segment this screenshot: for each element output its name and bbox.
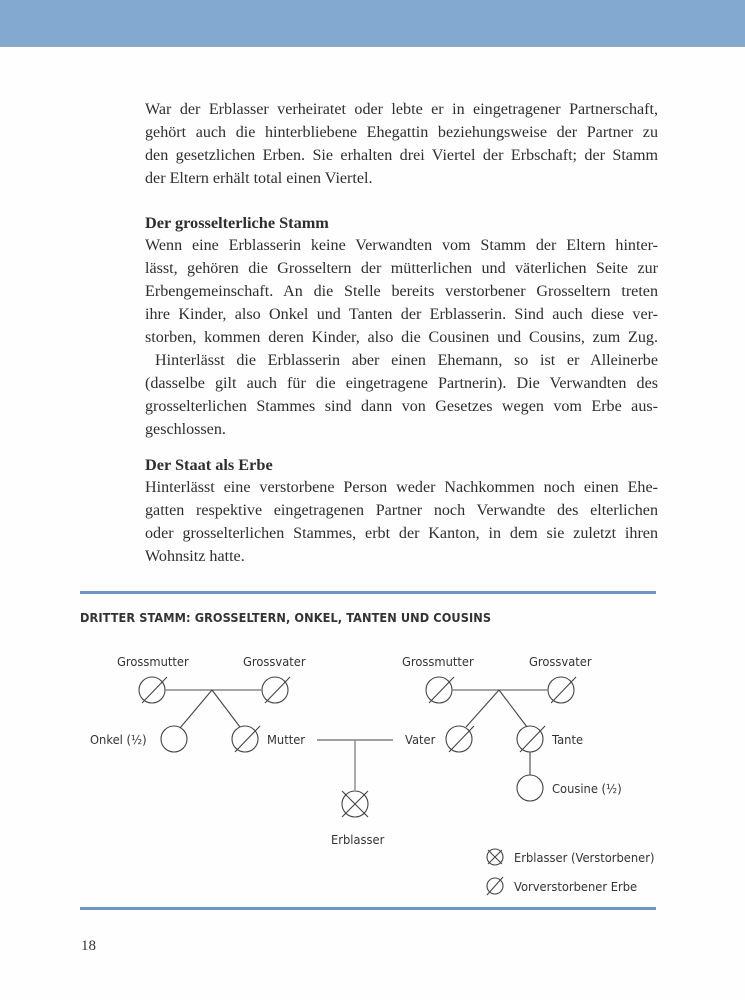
crossed-circle-icon bbox=[342, 791, 368, 817]
text-line: oder grosselterlichen Stammes, erbt der Kanton, in dem sie zuletzt ihren bbox=[145, 525, 658, 542]
text-line: (dasselbe gilt auch für die eingetragene Partnerin). Die Verwandten des bbox=[145, 375, 658, 392]
slashed-circle-icon bbox=[232, 726, 260, 752]
slashed-circle-icon bbox=[517, 726, 545, 752]
slashed-circle-icon bbox=[548, 677, 576, 703]
text-line: Wenn eine Erblasserin keine Verwandten vom Stamm der Eltern hinter- bbox=[145, 237, 658, 254]
text-line: storben, kommen deren Kinder, also die Cousinen und Cousins, zum Zug. bbox=[145, 329, 658, 346]
text-line: Erbengemeinschaft. An die Stelle bereits verstorbener Grosseltern treten bbox=[145, 283, 658, 300]
label-uncle: Onkel (½) bbox=[90, 732, 147, 747]
text-line: grosselterlichen Stammes sind dann von Gesetzes wegen vom Erbe aus- bbox=[145, 398, 658, 415]
label-cousin: Cousine (½) bbox=[552, 781, 622, 796]
slashed-circle-icon bbox=[262, 677, 290, 703]
section-heading: Der Staat als Erbe bbox=[145, 455, 273, 474]
label-left-grandmother: Grossmutter bbox=[117, 654, 189, 669]
label-aunt: Tante bbox=[552, 732, 584, 747]
label-mother: Mutter bbox=[267, 732, 306, 747]
slashed-circle-icon bbox=[487, 877, 503, 895]
legend-label-deceased: Erblasser (Verstorbener) bbox=[514, 850, 655, 865]
legend-label-predeceased-heir: Vorverstorbener Erbe bbox=[514, 879, 638, 894]
slashed-circle-icon bbox=[446, 726, 474, 752]
box-bottom-rule bbox=[80, 907, 656, 910]
page-number: 18 bbox=[81, 938, 96, 954]
label-deceased: Erblasser bbox=[331, 832, 385, 847]
section-heading: Der grosselterliche Stamm bbox=[145, 213, 329, 232]
label-right-grandmother: Grossmutter bbox=[402, 654, 474, 669]
text-line: lässt, gehören die Grosseltern der mütterlichen und väterlichen Seite zur bbox=[145, 260, 658, 277]
text-line: den gesetzlichen Erben. Sie erhalten drei Viertel der Erbschaft; der Stamm bbox=[145, 147, 658, 164]
text-line: Wohnsitz hatte. bbox=[145, 548, 245, 565]
text-line: gatten respektive eingetragenen Partner noch Verwandte des elterlichen bbox=[145, 502, 658, 519]
text-line: Hinterlässt die Erblasserin aber einen Ehemann, so ist er Alleinerbe bbox=[155, 352, 658, 369]
text-line: ihre Kinder, also Onkel und Tanten der Erblasserin. Sind auch diese ver- bbox=[145, 306, 658, 323]
label-right-grandfather: Grossvater bbox=[529, 654, 592, 669]
label-father: Vater bbox=[405, 732, 436, 747]
diagram-title: DRITTER STAMM: GROSSELTERN, ONKEL, TANTEN UND COUSINS bbox=[80, 611, 492, 625]
text-line: der Eltern erhält total einen Viertel. bbox=[145, 170, 373, 187]
open-circle-icon bbox=[517, 775, 543, 801]
text-line: geschlossen. bbox=[145, 421, 226, 438]
open-circle-icon bbox=[161, 726, 187, 752]
text-line: Hinterlässt eine verstorbene Person weder Nachkommen noch einen Ehe- bbox=[145, 479, 658, 496]
label-left-grandfather: Grossvater bbox=[243, 654, 306, 669]
text-line: War der Erblasser verheiratet oder lebte er in eingetragener Partnerschaft, bbox=[145, 101, 658, 118]
slashed-circle-icon bbox=[426, 677, 454, 703]
slashed-circle-icon bbox=[139, 677, 167, 703]
crossed-circle-icon bbox=[487, 849, 503, 865]
text-line: gehört auch die hinterbliebene Ehegattin beziehungsweise der Partner zu bbox=[145, 124, 658, 141]
